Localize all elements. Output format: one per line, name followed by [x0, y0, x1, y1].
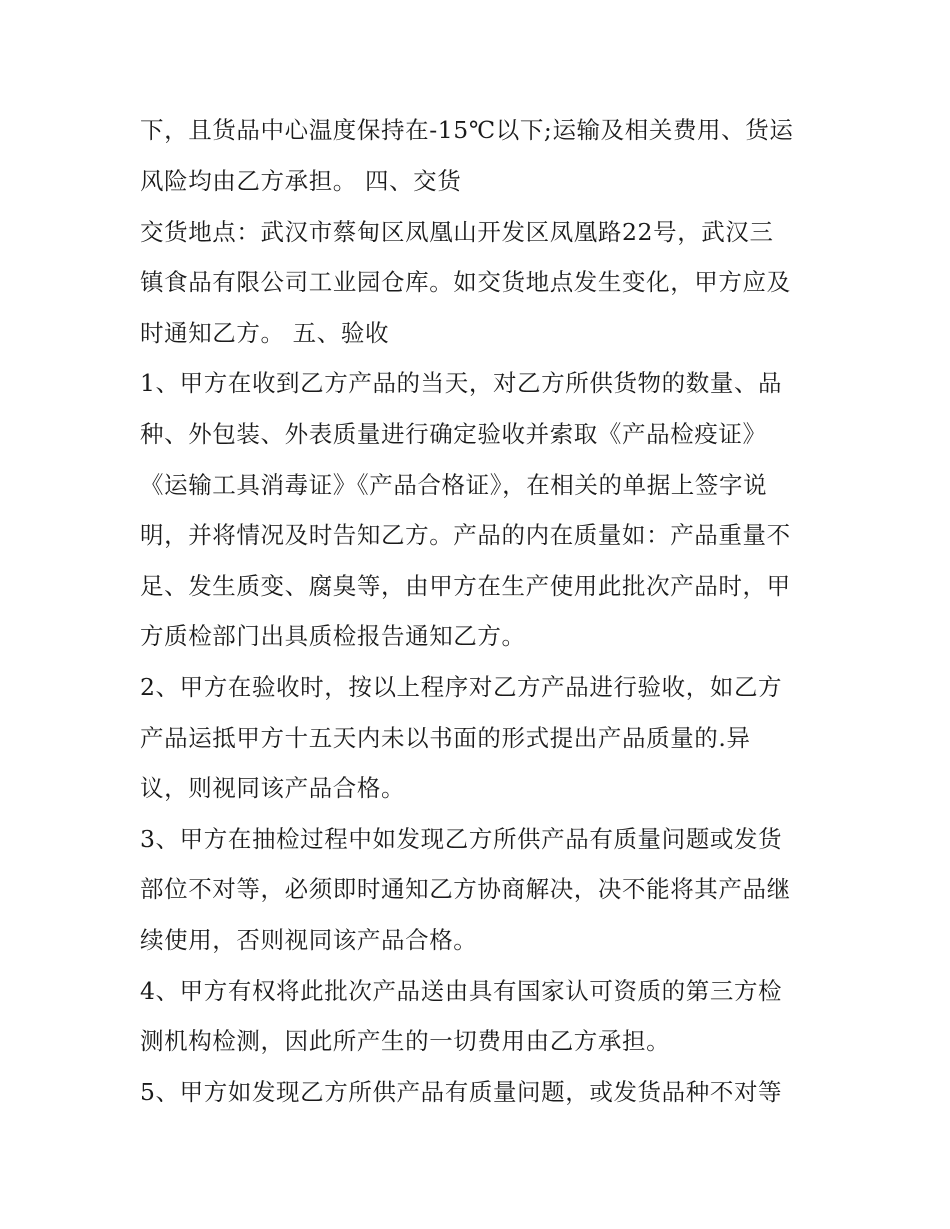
text-line: 下，且货品中心温度保持在-15℃以下;运输及相关费用、货运: [140, 116, 794, 144]
text-line: 5、甲方如发现乙方所供产品有质量问题，或发货品种不对等: [140, 1078, 783, 1106]
text-line: 3、甲方在抽检过程中如发现乙方所供产品有质量问题或发货: [140, 825, 783, 853]
text-line: 足、发生质变、腐臭等，由甲方在生产使用此批次产品时，甲: [140, 572, 791, 600]
text-line: 续使用，否则视同该产品合格。: [140, 926, 478, 954]
text-line: 《运输工具消毒证》《产品合格证》，在相关的单据上签字说: [140, 471, 768, 499]
text-line: 议，则视同该产品合格。: [140, 774, 406, 802]
text-line: 交货地点：武汉市蔡甸区凤凰山开发区凤凰路22号，武汉三: [140, 218, 774, 246]
text-line: 测机构检测，因此所产生的一切费用由乙方承担。: [140, 1027, 671, 1055]
text-line: 产品运抵甲方十五天内未以书面的形式提出产品质量的.异: [140, 724, 751, 752]
text-line: 镇食品有限公司工业园仓库。如交货地点发生变化，甲方应及: [140, 268, 791, 296]
text-line: 1、甲方在收到乙方产品的当天，对乙方所供货物的数量、品: [140, 369, 783, 397]
text-line: 种、外包装、外表质量进行确定验收并索取《产品检疫证》: [140, 420, 767, 448]
text-line: 部位不对等，必须即时通知乙方协商解决，决不能将其产品继: [140, 875, 791, 903]
text-line: 2、甲方在验收时，按以上程序对乙方产品进行验收，如乙方: [140, 673, 783, 701]
text-line: 明，并将情况及时告知乙方。产品的内在质量如：产品重量不: [140, 521, 791, 549]
text-line: 风险均由乙方承担。 四、交货: [140, 167, 462, 195]
text-line: 时通知乙方。 五、验收: [140, 319, 390, 347]
text-line: 4、甲方有权将此批次产品送由具有国家认可资质的第三方检: [140, 977, 783, 1005]
text-line: 方质检部门出具质检报告通知乙方。: [140, 622, 526, 650]
